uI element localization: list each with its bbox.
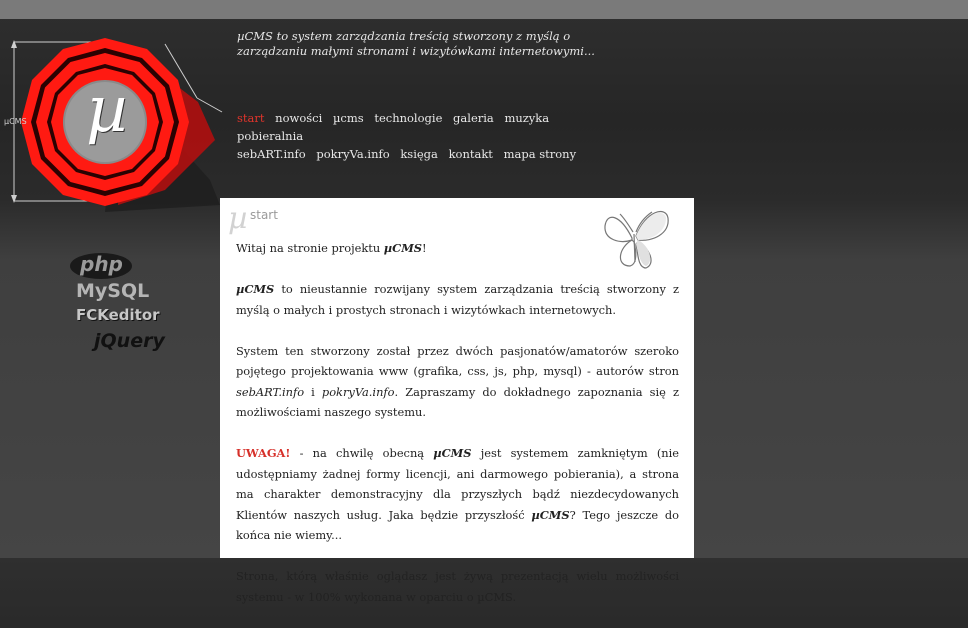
intro-paragraph: Witaj na stronie projektu µCMS! — [236, 241, 427, 255]
nav-item-technologie[interactable]: technologie — [374, 111, 443, 125]
technology-logos — [68, 252, 178, 362]
content-header — [228, 201, 278, 236]
nav-item-pokryva[interactable]: pokryVa.info — [316, 147, 390, 161]
nav-item-pobieralnia[interactable]: pobieralnia — [237, 129, 304, 143]
nav-item-nowosci[interactable]: nowości — [275, 111, 323, 125]
link-sebart[interactable]: sebART.info — [236, 384, 305, 399]
logo-label: µCMS — [4, 117, 27, 126]
site-logo[interactable] — [0, 30, 260, 220]
content-text — [236, 238, 679, 628]
authors-paragraph: System ten stworzony został przez dwóch pasjonatów/amatorów szeroko pojętego projektowania www (grafika, css, js, php, mysql) - autorów stron sebART.info i pokryVa.info. Zapraszamy do dokładnego zapoznania się z możliwościami naszego systemu. — [236, 343, 679, 419]
site-tagline: µCMS to system zarządzania treścią stworzony z myślą o zarządzaniu małymi stronami i wizytówkami internetowymi... — [237, 29, 595, 58]
content-mu-icon: µ — [228, 201, 248, 236]
page-title: start — [250, 208, 278, 222]
content-panel — [220, 198, 694, 604]
top-bar — [0, 0, 968, 19]
nav-item-muzyka[interactable]: muzyka — [504, 111, 550, 125]
description-paragraph: µCMS to nieustannie rozwijany system zarządzania treścią stworzony z myślą o małych i prostych stronach i wizytówkach internetowych. — [236, 282, 679, 317]
mysql-logo: MySQL — [76, 280, 150, 302]
nav-item-sebart[interactable]: sebART.info — [237, 147, 306, 161]
warning-paragraph: UWAGA! - na chwilę obecną µCMS jest systemem zamkniętym (nie udostępniamy żadnej formy licencji, ani darmowego pobierania), a strona ma charakter demonstracyjny dla przyszłych bądź niezdecydowanych Klientów naszych usług. Jaka będzie przyszłość µCMS? Tego jeszcze do końca nie wiemy... — [236, 446, 679, 542]
main-navigation — [237, 109, 617, 163]
jquery-logo: jQuery — [94, 330, 165, 352]
fckeditor-logo: FCKeditor — [76, 306, 160, 324]
link-pokryva[interactable]: pokryVa.info — [321, 384, 395, 399]
logo-mu-glyph: µ — [86, 73, 128, 147]
nav-item-start[interactable]: start — [237, 111, 265, 125]
nav-item-ucms[interactable]: µcms — [332, 111, 364, 125]
demo-paragraph: Strona, którą właśnie oglądasz jest żywą prezentacją wielu możliwości systemu - w 100% wykonana w oparciu o µCMS. — [236, 569, 679, 604]
warning-label: UWAGA! — [236, 446, 291, 460]
nav-item-galeria[interactable]: galeria — [453, 111, 494, 125]
nav-item-mapa-strony[interactable]: mapa strony — [503, 147, 577, 161]
nav-item-kontakt[interactable]: kontakt — [448, 147, 493, 161]
php-logo: php — [80, 252, 123, 276]
nav-item-ksiega[interactable]: księga — [400, 147, 438, 161]
